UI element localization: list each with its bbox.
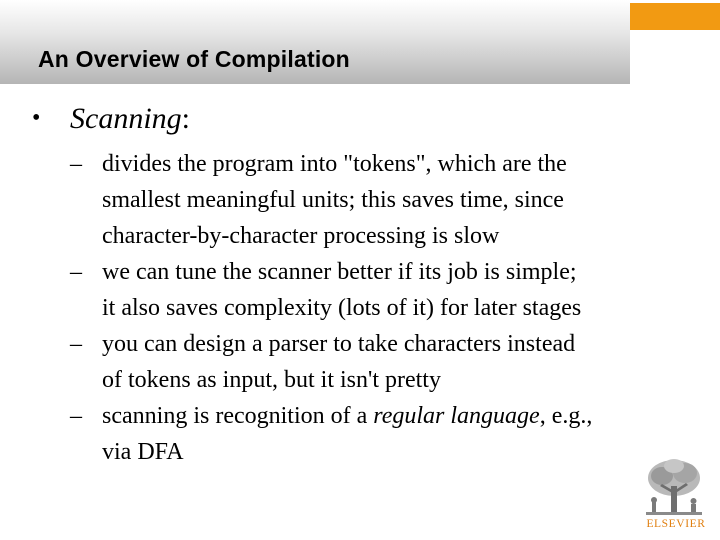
subpoint: [70, 326, 710, 398]
line-text: via DFA: [102, 439, 184, 465]
publisher-logo-text: ELSEVIER: [646, 518, 706, 530]
subpoint-line: [102, 326, 575, 362]
subpoint-dash: –: [70, 331, 82, 357]
line-text: of tokens as input, but it isn't pretty: [102, 367, 441, 393]
line-text: scanning is recognition of a: [102, 403, 374, 429]
bullet-term: Scanning: [70, 102, 182, 135]
subpoint-line: [102, 290, 581, 326]
subpoint-line: [102, 254, 581, 290]
accent-block: [630, 3, 720, 30]
bullet-colon: :: [181, 102, 190, 135]
subpoint: [70, 398, 710, 470]
line-text: character-by-character processing is slow: [102, 223, 500, 249]
subpoint-line: [102, 182, 567, 218]
subpoint-line: [102, 362, 575, 398]
subpoint-line: [102, 398, 592, 434]
elsevier-tree-icon: [640, 456, 708, 522]
subpoint-dash: –: [70, 403, 82, 429]
line-text: , e.g.,: [539, 403, 593, 429]
subpoint-list: [70, 146, 710, 470]
subpoint-line: [102, 218, 567, 254]
line-text: smallest meaningful units; this saves time, since: [102, 187, 564, 213]
bullet-marker: •: [32, 105, 41, 131]
subpoint-line: [102, 146, 567, 182]
slide-title: An Overview of Compilation: [38, 46, 350, 72]
line-text: you can design a parser to take characters instead: [102, 331, 576, 357]
line-text: divides the program into "tokens", which are the: [102, 151, 567, 177]
line-text: we can tune the scanner better if its job is simple;: [102, 259, 577, 285]
subpoint: [70, 146, 710, 254]
line-text: it also saves complexity (lots of it) for later stages: [102, 295, 582, 321]
subpoint-line: [102, 434, 592, 470]
subpoint: [70, 254, 710, 326]
subpoint-dash: –: [70, 259, 82, 285]
subpoint-dash: –: [70, 151, 82, 177]
main-bullet: [32, 102, 190, 136]
emphasis-text: regular language: [373, 403, 540, 429]
